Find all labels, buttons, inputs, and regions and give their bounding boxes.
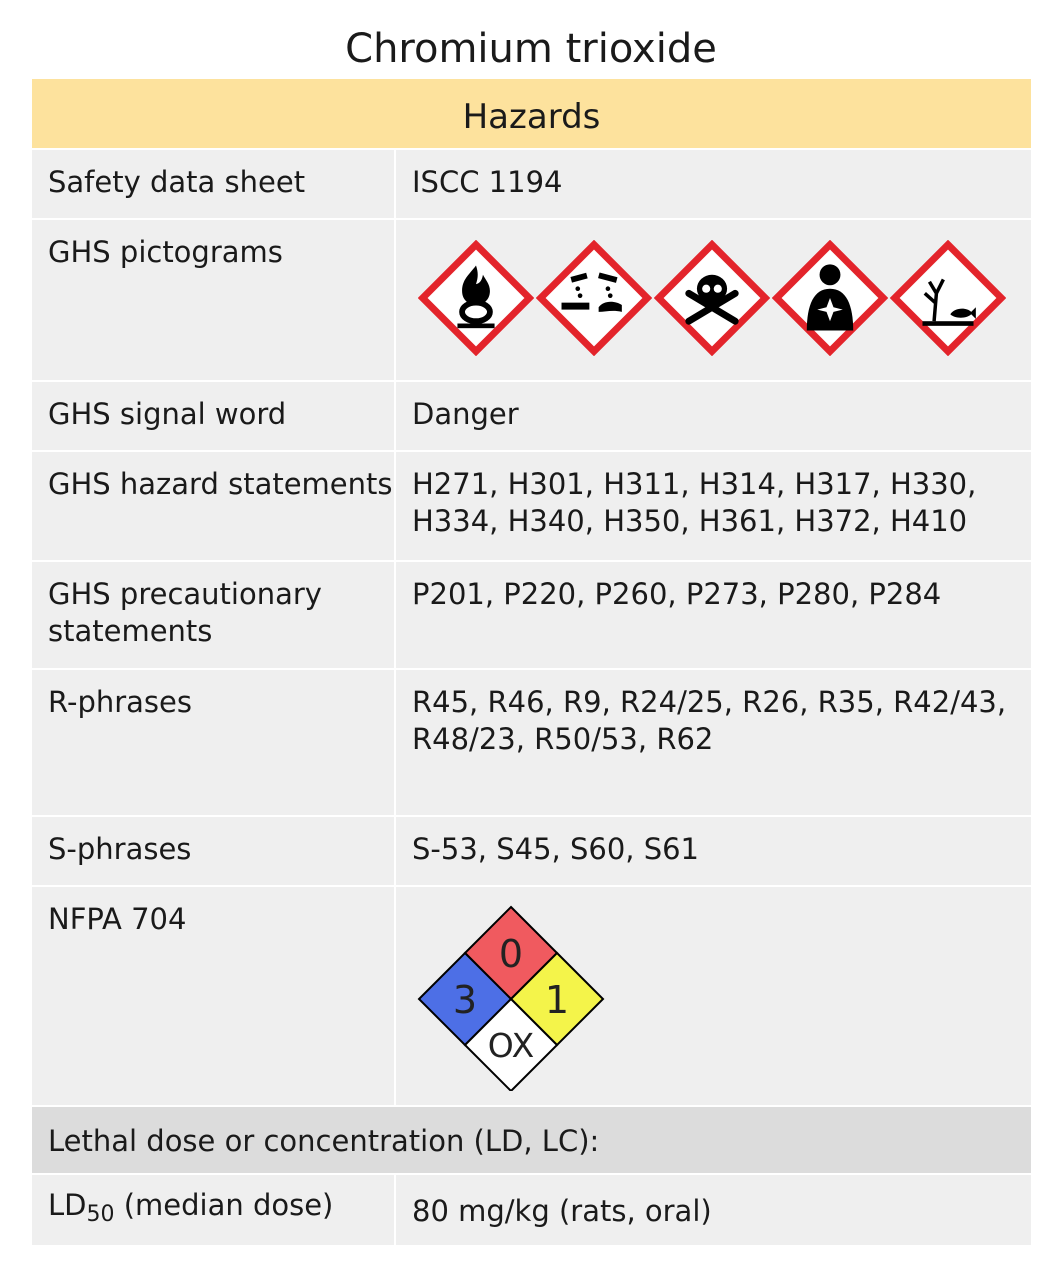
row-label: GHS hazard statements <box>32 452 396 560</box>
row-s-phrases <box>32 815 1031 885</box>
value-line: R48/23, R50/53, R62 <box>412 722 714 756</box>
flame-over-circle-icon <box>418 240 534 356</box>
lethal-dose-header: Lethal dose or concentration (LD, LC): <box>32 1105 1031 1173</box>
environment-icon <box>890 240 1006 356</box>
health-hazard-icon <box>772 240 888 356</box>
row-ghs-hazard-statements <box>32 450 1031 560</box>
row-value <box>396 452 1031 560</box>
row-label: Safety data sheet <box>32 150 396 218</box>
row-value: P201, P220, P260, P273, P280, P284 <box>412 577 942 611</box>
page-title: Chromium trioxide <box>345 26 717 72</box>
row-value: ISCC 1194 <box>412 165 563 199</box>
label-line: statements <box>48 614 213 648</box>
value-line: H334, H340, H350, H361, H372, H410 <box>412 504 968 538</box>
value-line: H271, H301, H311, H314, H317, H330, <box>412 467 977 501</box>
label-line: GHS precautionary <box>48 577 322 611</box>
row-ghs-signal-word <box>32 380 1031 450</box>
ld-label-rest: (median dose) <box>114 1188 334 1222</box>
row-label: GHS pictograms <box>32 220 396 380</box>
row-ld50 <box>32 1173 1031 1245</box>
row-nfpa-704 <box>32 885 1031 1105</box>
nfpa-reactivity-value: 1 <box>544 978 570 1022</box>
row-value <box>396 670 1031 815</box>
row-value: S-53, S45, S60, S61 <box>412 832 700 866</box>
section-header: Hazards <box>32 79 1031 148</box>
row-label: NFPA 704 <box>32 887 396 1105</box>
row-label: R-phrases <box>32 670 396 815</box>
row-label: GHS signal word <box>32 382 396 450</box>
row-value: Danger <box>412 397 519 431</box>
row-safety-data-sheet <box>32 148 1031 218</box>
nfpa-flammability-value: 0 <box>498 932 524 976</box>
nfpa-special-value: OX <box>487 1026 535 1065</box>
row-r-phrases <box>32 668 1031 815</box>
skull-crossbones-icon <box>654 240 770 356</box>
hazards-table <box>32 79 1031 1245</box>
value-line: R45, R46, R9, R24/25, R26, R35, R42/43, <box>412 685 1007 719</box>
row-ghs-pictograms <box>32 218 1031 380</box>
row-label: S-phrases <box>32 817 396 885</box>
ld-label-main: LD <box>48 1188 87 1222</box>
ld-label-sub: 50 <box>86 1202 115 1227</box>
row-value: 80 mg/kg (rats, oral) <box>412 1194 712 1228</box>
nfpa-health-value: 3 <box>452 978 478 1022</box>
row-label <box>32 562 396 668</box>
nfpa-diamond <box>416 905 606 1091</box>
pictogram-cell <box>396 220 1031 380</box>
row-ghs-precautionary-statements <box>32 560 1031 668</box>
corrosion-icon <box>536 240 652 356</box>
nfpa-cell <box>396 887 1031 1105</box>
row-label <box>32 1175 396 1245</box>
